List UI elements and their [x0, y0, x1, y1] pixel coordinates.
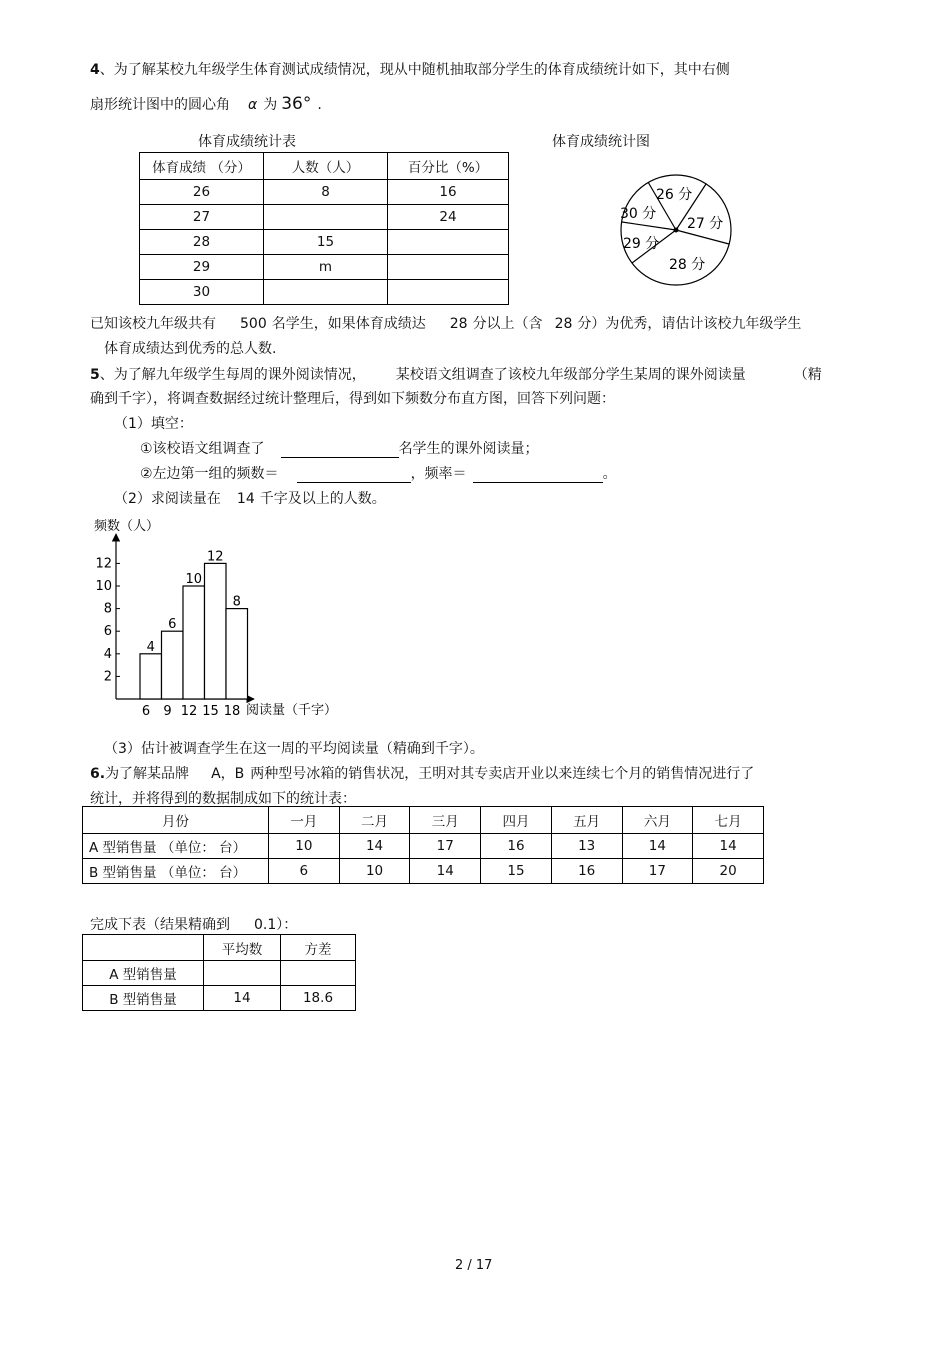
cell: 29: [140, 255, 264, 280]
q6-text: 两种型号冰箱的销售状况，王明对其专卖店开业以来连续七个月的销售情况进行了: [250, 766, 755, 782]
pie-label-28: 28 分: [669, 257, 706, 273]
q4-text-2: 扇形统计图中的圆心角: [90, 97, 230, 113]
pie-chart-title: 体育成绩统计图: [552, 134, 650, 150]
row-label-a: A 型销售量 （单位： 台）: [83, 834, 269, 859]
pie-label-27: 27 分: [687, 216, 724, 232]
q6-models: A，B: [211, 766, 245, 782]
q4-line2: [90, 94, 322, 114]
x-tick-label: 15: [202, 704, 219, 719]
q4-after-line1: [90, 313, 801, 333]
y-tick-label: 2: [103, 669, 112, 685]
pie-divider: [676, 230, 729, 244]
answer-blank-rate[interactable]: [473, 466, 603, 483]
alpha-symbol: α: [248, 97, 258, 113]
row-label-a: A 型销售量: [83, 961, 204, 986]
header-percent: 百分比（%）: [388, 153, 509, 180]
bar-value-label: 6: [168, 617, 177, 633]
bar-value-label: 8: [232, 594, 241, 610]
stats-table-header: [83, 935, 356, 961]
cell: 18.6: [281, 986, 356, 1011]
header-month: 月份: [83, 807, 269, 834]
header-mean: 平均数: [204, 935, 281, 961]
q5-part1: （1）填空：: [114, 416, 193, 432]
cell: 14: [410, 859, 481, 884]
q4-after-text: 名学生，如果体育成绩达: [271, 316, 426, 332]
x-tick-label: 12: [180, 704, 198, 719]
header-count: 人数（人）: [264, 153, 388, 180]
table-row: [83, 986, 356, 1011]
q5-text: ，频率＝: [410, 466, 467, 482]
q6-number: 6.: [90, 766, 106, 782]
header-cell: 三月: [410, 807, 481, 834]
pie-center: [674, 228, 679, 233]
bar-value-label: 10: [185, 572, 203, 587]
y-axis-label: 频数（人）: [94, 519, 160, 534]
answer-blank-frequency[interactable]: [297, 466, 411, 483]
q5-text: ①该校语文组调查了: [140, 441, 265, 457]
row-label-b: B 型销售量: [83, 986, 204, 1011]
cell: [388, 255, 509, 280]
table-row: [140, 255, 509, 280]
q4-text: 、为了解某校九年级学生体育测试成绩情况，现从中随机抽取部分学生的体育成绩统计如下，其中右侧: [99, 62, 730, 78]
q5-text: 千字及以上的人数。: [259, 491, 386, 507]
x-tick-label: 18: [223, 704, 241, 719]
cell: [388, 230, 509, 255]
q5-text: 某校语文组调查了该校九年级部分学生某周的课外阅读量: [395, 367, 746, 383]
sales-table-header: [83, 807, 764, 834]
score-table-title: 体育成绩统计表: [198, 134, 296, 150]
x-tick-label: 6: [141, 704, 151, 719]
pie-label-29: 29 分: [623, 236, 660, 252]
row-label-b: B 型销售量 （单位： 台）: [83, 859, 269, 884]
cell: [388, 280, 509, 305]
pie-label-30: 30 分: [620, 206, 657, 222]
q4-after-line2: 体育成绩达到优秀的总人数.: [104, 341, 277, 357]
q4-after-text: 分以上（含: [472, 316, 543, 332]
q4-line1: [90, 59, 730, 79]
cell: 14: [204, 986, 281, 1011]
score-table: [139, 152, 509, 305]
q4-period: .: [317, 97, 322, 113]
q4-after-text: 已知该校九年级共有: [90, 316, 216, 332]
q4-student-total: 500: [240, 316, 267, 332]
cell: 24: [388, 205, 509, 230]
q4-threshold: 28: [554, 316, 573, 332]
q4-text-3: 为: [263, 97, 278, 113]
cell: 13: [551, 834, 622, 859]
cell: 15: [264, 230, 388, 255]
q4-threshold: 28: [449, 316, 468, 332]
cell: 14: [622, 834, 693, 859]
answer-cell[interactable]: [204, 961, 281, 986]
cell: 17: [622, 859, 693, 884]
q5-text: 。: [602, 466, 617, 482]
cell: 27: [140, 205, 264, 230]
q5-part1a: [140, 438, 539, 458]
cell: 14: [339, 834, 410, 859]
header-variance: 方差: [281, 935, 356, 961]
bar-value-label: 4: [146, 639, 155, 655]
q5-text: ②左边第一组的频数＝: [140, 466, 279, 482]
table-row: [140, 205, 509, 230]
cell: 16: [388, 180, 509, 205]
y-tick-label: 6: [103, 624, 112, 640]
q6-text: 完成下表（结果精确到: [90, 917, 230, 933]
x-tick-label: 9: [163, 704, 172, 719]
header-cell: 七月: [693, 807, 764, 834]
q5-value-14: 14: [236, 491, 255, 507]
q6-text: 为了解某品牌: [105, 766, 190, 782]
q5-line1: [90, 364, 822, 384]
q5-number: 5: [90, 367, 100, 383]
q5-line2: 确到千字），将调查数据经过统计整理后，得到如下频数分布直方图，回答下列问题：: [90, 391, 615, 407]
score-table-header: [140, 153, 509, 180]
q6-precision: 0.1）：: [254, 917, 298, 933]
answer-cell[interactable]: [281, 961, 356, 986]
pie-divider: [622, 222, 676, 230]
header-cell: [83, 935, 204, 961]
cell: 17: [410, 834, 481, 859]
pie-label-26: 26 分: [656, 187, 693, 203]
score-pie-chart: [610, 168, 740, 290]
angle-value: 36°: [281, 94, 312, 114]
q5-text: （精: [793, 367, 822, 383]
cell: 26: [140, 180, 264, 205]
reading-histogram: [86, 514, 356, 728]
header-cell: 四月: [481, 807, 552, 834]
table-row: [140, 280, 509, 305]
cell: 8: [264, 180, 388, 205]
x-axis-label: 阅读量（千字）: [246, 703, 338, 718]
table-row: [140, 230, 509, 255]
cell: [264, 280, 388, 305]
table-row: [140, 180, 509, 205]
y-tick-label: 10: [95, 579, 112, 594]
answer-blank-count[interactable]: [281, 441, 399, 458]
cell: 20: [693, 859, 764, 884]
header-score: 体育成绩 （分）: [140, 153, 264, 180]
q6-line2: 统计，并将得到的数据制成如下的统计表：: [90, 791, 356, 807]
page-number: 2 / 17: [455, 1258, 493, 1273]
cell: 28: [140, 230, 264, 255]
histogram-bar: [183, 586, 205, 699]
q6-line1: [90, 763, 754, 783]
q5-text: 、为了解九年级学生每周的课外阅读情况，: [99, 367, 366, 383]
histogram-bar: [140, 654, 162, 699]
y-tick-label: 4: [103, 646, 112, 662]
q4-number: 4: [90, 62, 100, 78]
table-row: [83, 834, 764, 859]
q5-part3: （3）估计被调查学生在这一周的平均阅读量（精确到千字）。: [104, 741, 484, 757]
y-tick-label: 8: [103, 601, 112, 617]
cell: [264, 205, 388, 230]
y-tick-label: 12: [95, 556, 112, 572]
q5-part1b: [140, 463, 617, 483]
cell: 6: [269, 859, 340, 884]
q6-complete-prompt: [90, 914, 297, 934]
histogram-bar: [226, 609, 248, 699]
q5-text: （2）求阅读量在: [114, 491, 221, 507]
cell: 10: [269, 834, 340, 859]
table-row: [83, 859, 764, 884]
sales-table: [82, 806, 764, 884]
cell: 15: [481, 859, 552, 884]
histogram-bar: [162, 631, 184, 699]
header-cell: 一月: [269, 807, 340, 834]
cell: 10: [339, 859, 410, 884]
header-cell: 二月: [339, 807, 410, 834]
q5-text: 名学生的课外阅读量；: [398, 441, 539, 457]
cell: 16: [551, 859, 622, 884]
cell: m: [264, 255, 388, 280]
histogram-bar: [205, 563, 227, 699]
header-cell: 六月: [622, 807, 693, 834]
stats-table: [82, 934, 356, 1011]
cell: 30: [140, 280, 264, 305]
header-cell: 五月: [551, 807, 622, 834]
cell: 14: [693, 834, 764, 859]
table-row: [83, 961, 356, 986]
q5-part2: [114, 488, 386, 508]
bar-value-label: 12: [206, 549, 224, 565]
q4-after-text: 分）为优秀，请估计该校九年级学生: [577, 316, 802, 332]
cell: 16: [481, 834, 552, 859]
